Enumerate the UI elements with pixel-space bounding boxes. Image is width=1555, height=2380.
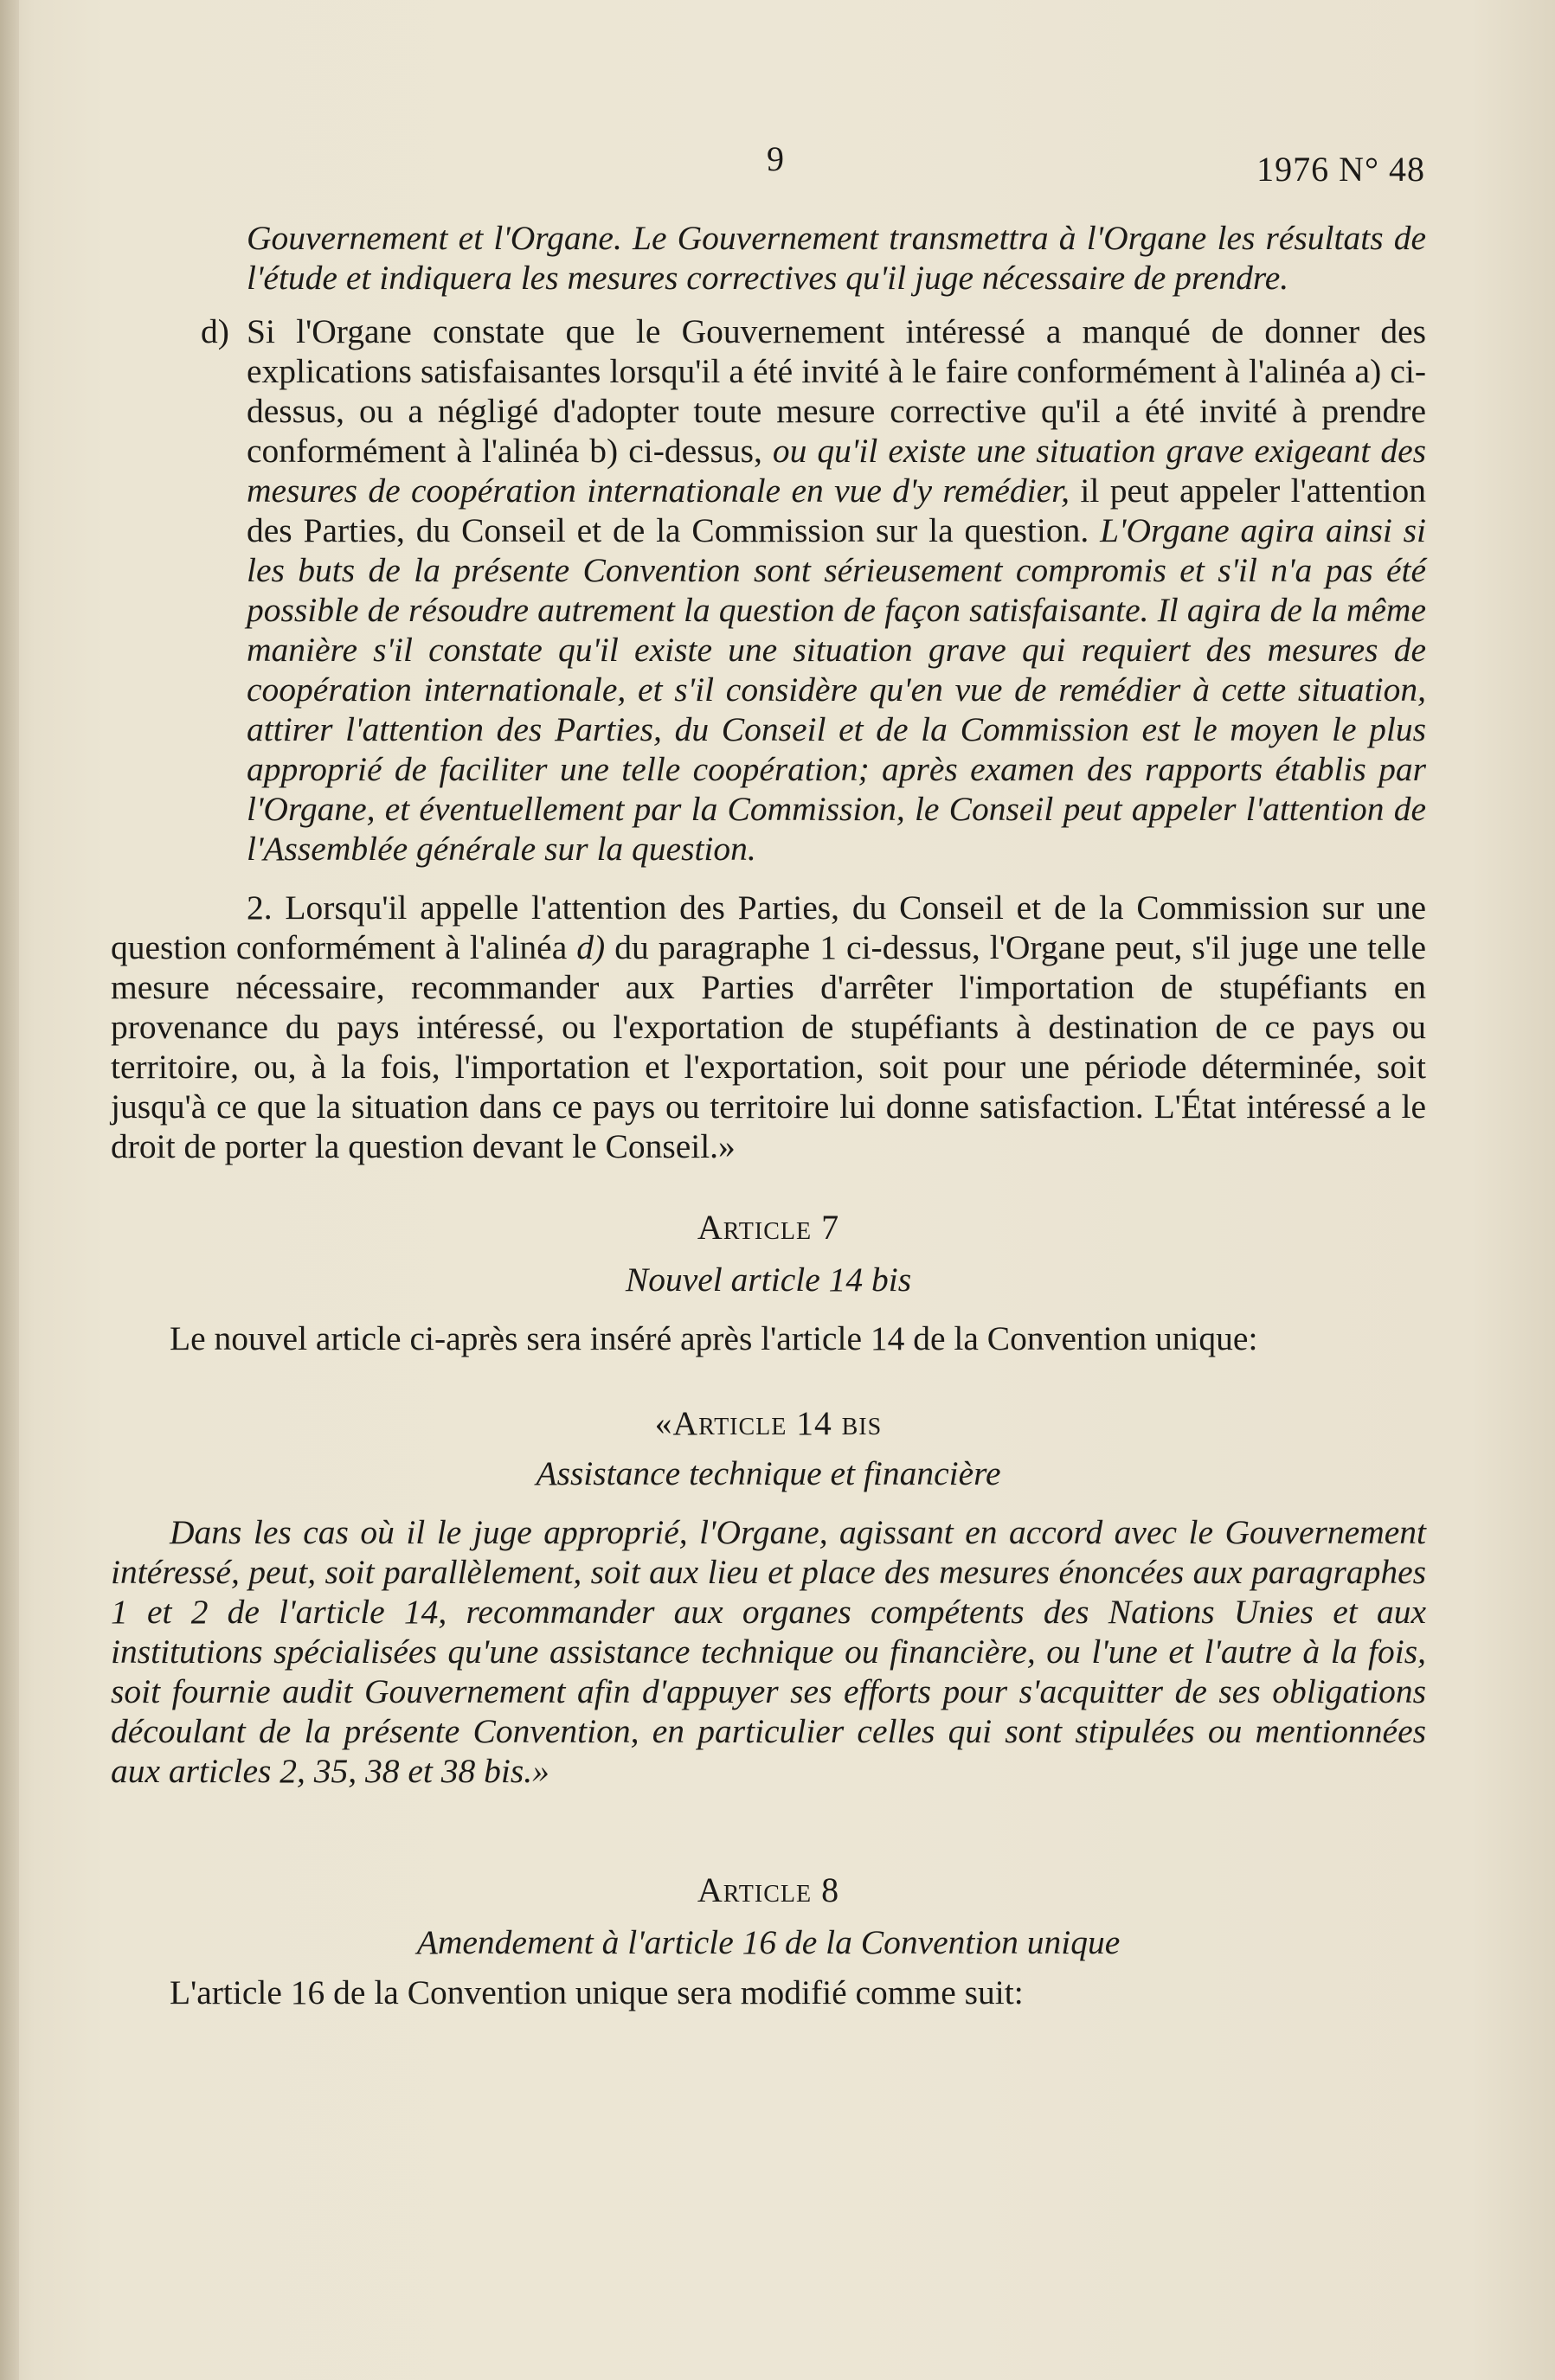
paragraph-d [111,311,1426,869]
article-8-intro: L'article 16 de la Convention unique sera modifié comme suit: [170,1973,1024,2011]
paragraph-2 [111,888,1426,1166]
article-7-heading: Article 7 [697,1208,840,1247]
page-spine-shadow [0,0,19,2380]
paragraph-d-italic-2: L'Organe agira ainsi si les buts de la présente Convention sont sérieusement compromis et s'il n'a pas été possible de résoudre autrement la question de façon satisfaisante. Il agira de la même manière s'il constate qu'il existe une situation grave qui requiert des mesures de coopération internationale, et s'il considère qu'en vue de remédier à cette situation, attirer l'attention des Parties, du Conseil et de la Commission est le moyen le plus approprié de faciliter une telle coopération; après examen des rapports établis par l'Organe, et éventuellement par la Commission, le Conseil peut appeler l'attention de l'Assemblée générale sur la question. [247,511,1426,868]
document-reference: 1976 N° 48 [1256,150,1425,189]
paragraph-d-roman-1: Si l'Organe constate que le Gouvernement intéressé a manqué de donner des explications satisfaisantes lorsqu'il a été invité à le faire conformément à l'alinéa a) ci-dessus, ou a négligé d'adopter toute mesure corrective qu'il a été invité à prendre conformément à l'alinéa b) ci-dessus, [247,312,1426,470]
article-14-bis-body: Dans les cas où il le juge approprié, l'Organe, agissant en accord avec le Gouvernement intéressé, peut, soit parallèlement, soit aux lieu et place des mesures énoncées aux paragraphes 1 et 2 de l'article 14, recommander aux organes compétents des Nations Unies et aux institutions spécialisées qu'une assistance technique ou financière, ou l'une et l'autre à la fois, soit fournie audit Gouvernement afin d'appuyer ses efforts pour s'acquitter de ses obligations découlant de la présente Convention, en particulier celles qui sont stipulées ou mentionnées aux articles 2, 35, 38 et 38 bis.» [111,1513,1426,1790]
document-body [111,218,1426,2012]
paragraph-d-text [247,311,1426,869]
article-7-subtitle: Nouvel article 14 bis [625,1261,912,1299]
article-14-bis-heading: «Article 14 bis [654,1404,883,1442]
page-number: 9 [767,139,784,178]
paragraph-d-roman-2: il peut appeler l'attention des Parties, du Conseil et de la Commission sur la question. [247,472,1426,549]
paragraph-2-text-a: 2. Lorsqu'il appelle l'attention des Parties, du Conseil et de la Commission sur une question conformément à l'alinéa [111,888,1426,966]
paragraph-2-italic: d) [576,928,606,966]
continuation-paragraph: Gouvernement et l'Organe. Le Gouvernement transmettra à l'Organe les résultats de l'étude et indiquera les mesures correctives qu'il juge nécessaire de prendre. [247,219,1426,297]
article-8-subtitle: Amendement à l'article 16 de la Convention unique [416,1923,1121,1961]
page-header [0,130,1555,189]
article-14-bis-subtitle: Assistance technique et financière [536,1454,1001,1492]
paragraph-d-label: d) [201,312,229,350]
paragraph-d-italic-1: ou qu'il existe une situation grave exigeant des mesures de coopération internationale en vue d'y remédier, [247,432,1426,510]
article-8-heading: Article 8 [697,1870,840,1909]
article-7-intro: Le nouvel article ci-après sera inséré après l'article 14 de la Convention unique: [170,1319,1258,1357]
paragraph-2-text-b: du paragraphe 1 ci-dessus, l'Organe peut, s'il juge une telle mesure nécessaire, recommander aux Parties d'arrêter l'importation de stupéfiants en provenance du pays intéressé, ou l'exportation de stupéfiants à destination de ce pays ou territoire, ou, à la fois, l'importation et l'exportation, soit pour une période déterminée, soit jusqu'à ce que la situation dans ce pays ou territoire lui donne satisfaction. L'État intéressé a le droit de porter la question devant le Conseil.» [111,928,1426,1165]
